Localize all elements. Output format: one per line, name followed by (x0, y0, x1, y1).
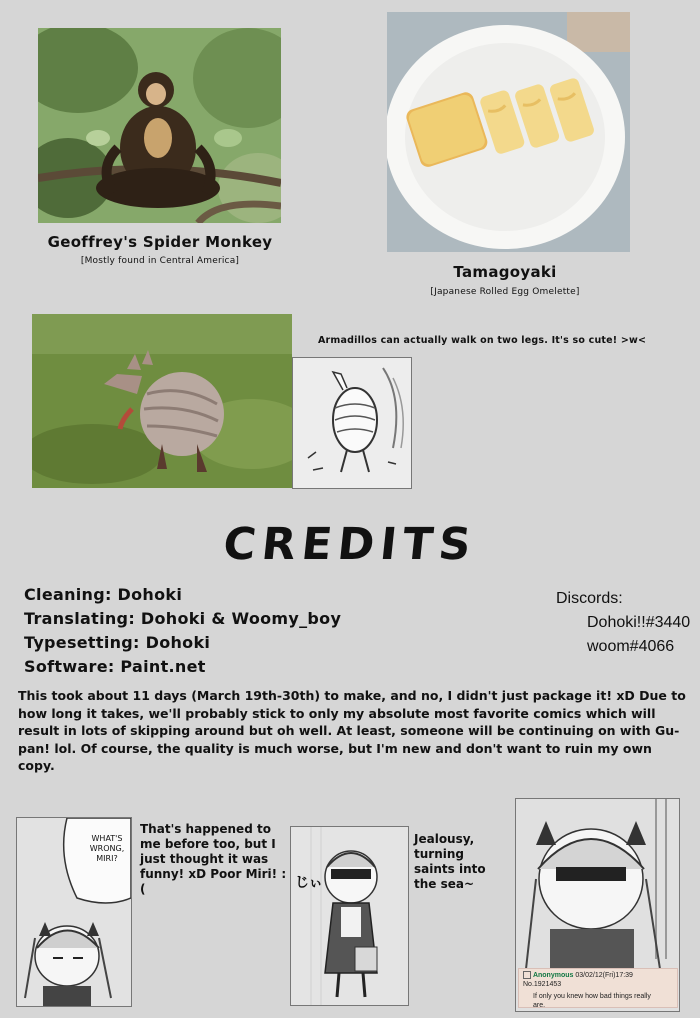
tamagoyaki-title: Tamagoyaki (453, 263, 557, 281)
spider-monkey-subtitle: [Mostly found in Central America] (80, 256, 240, 266)
anon-post-box (518, 968, 678, 1008)
discords-label: Discords: (556, 590, 623, 607)
spider-monkey-photo (38, 28, 281, 223)
credits-heading: CREDITS (220, 519, 480, 570)
anon-post-meta: 03/02/12(Fri)17:39 No.1921453 (523, 972, 633, 988)
anon-post-text: If only you knew how bad things really are. (533, 993, 651, 1009)
credit-software: Software: Paint.net (24, 657, 206, 676)
notes-paragraph: This took about 11 days (March 19th-30th) to make, and no, I didn't just package it! xD Due to how long it takes, we'll probably stick to only my absolute most favorite comics which will result in lots of skipping around but oh well. At least, someone will be continuing on with Gu-pan! lol. Of course, the quality is much worse, but I'm new and don't want to ruin my own copy. (18, 688, 686, 773)
credit-cleaning: Cleaning: Dohoki (24, 585, 183, 604)
anon-checkbox-icon[interactable] (523, 971, 531, 979)
comic-note-1: That's happened to me before too, but I just thought it was funny! xD Poor Miri! :( (140, 822, 287, 896)
armadillo-note: Armadillos can actually walk on two legs. It's so cute! >w< (318, 335, 647, 346)
comic-bubble-text: WHAT'S WRONG, MIRI? (89, 834, 125, 863)
tamagoyaki-photo (387, 12, 630, 252)
discord-dohoki: Dohoki!!#3440 (587, 614, 691, 631)
anon-poster-name: Anonymous (532, 972, 574, 979)
armadillo-photo (32, 314, 292, 488)
discord-woom: woom#4066 (587, 638, 675, 655)
tamagoyaki-subtitle: [Japanese Rolled Egg Omelette] (430, 287, 580, 297)
credit-translating: Translating: Dohoki & Woomy_boy (24, 609, 342, 628)
credit-typesetting: Typesetting: Dohoki (24, 633, 211, 652)
comic-panel-jealousy (290, 826, 409, 1006)
armadillo-sketch (292, 357, 412, 489)
comic-note-2: Jealousy, turning saints into the sea~ (414, 832, 486, 891)
comic-sfx: じぃ (295, 875, 323, 891)
spider-monkey-title: Geoffrey's Spider Monkey (47, 233, 273, 251)
